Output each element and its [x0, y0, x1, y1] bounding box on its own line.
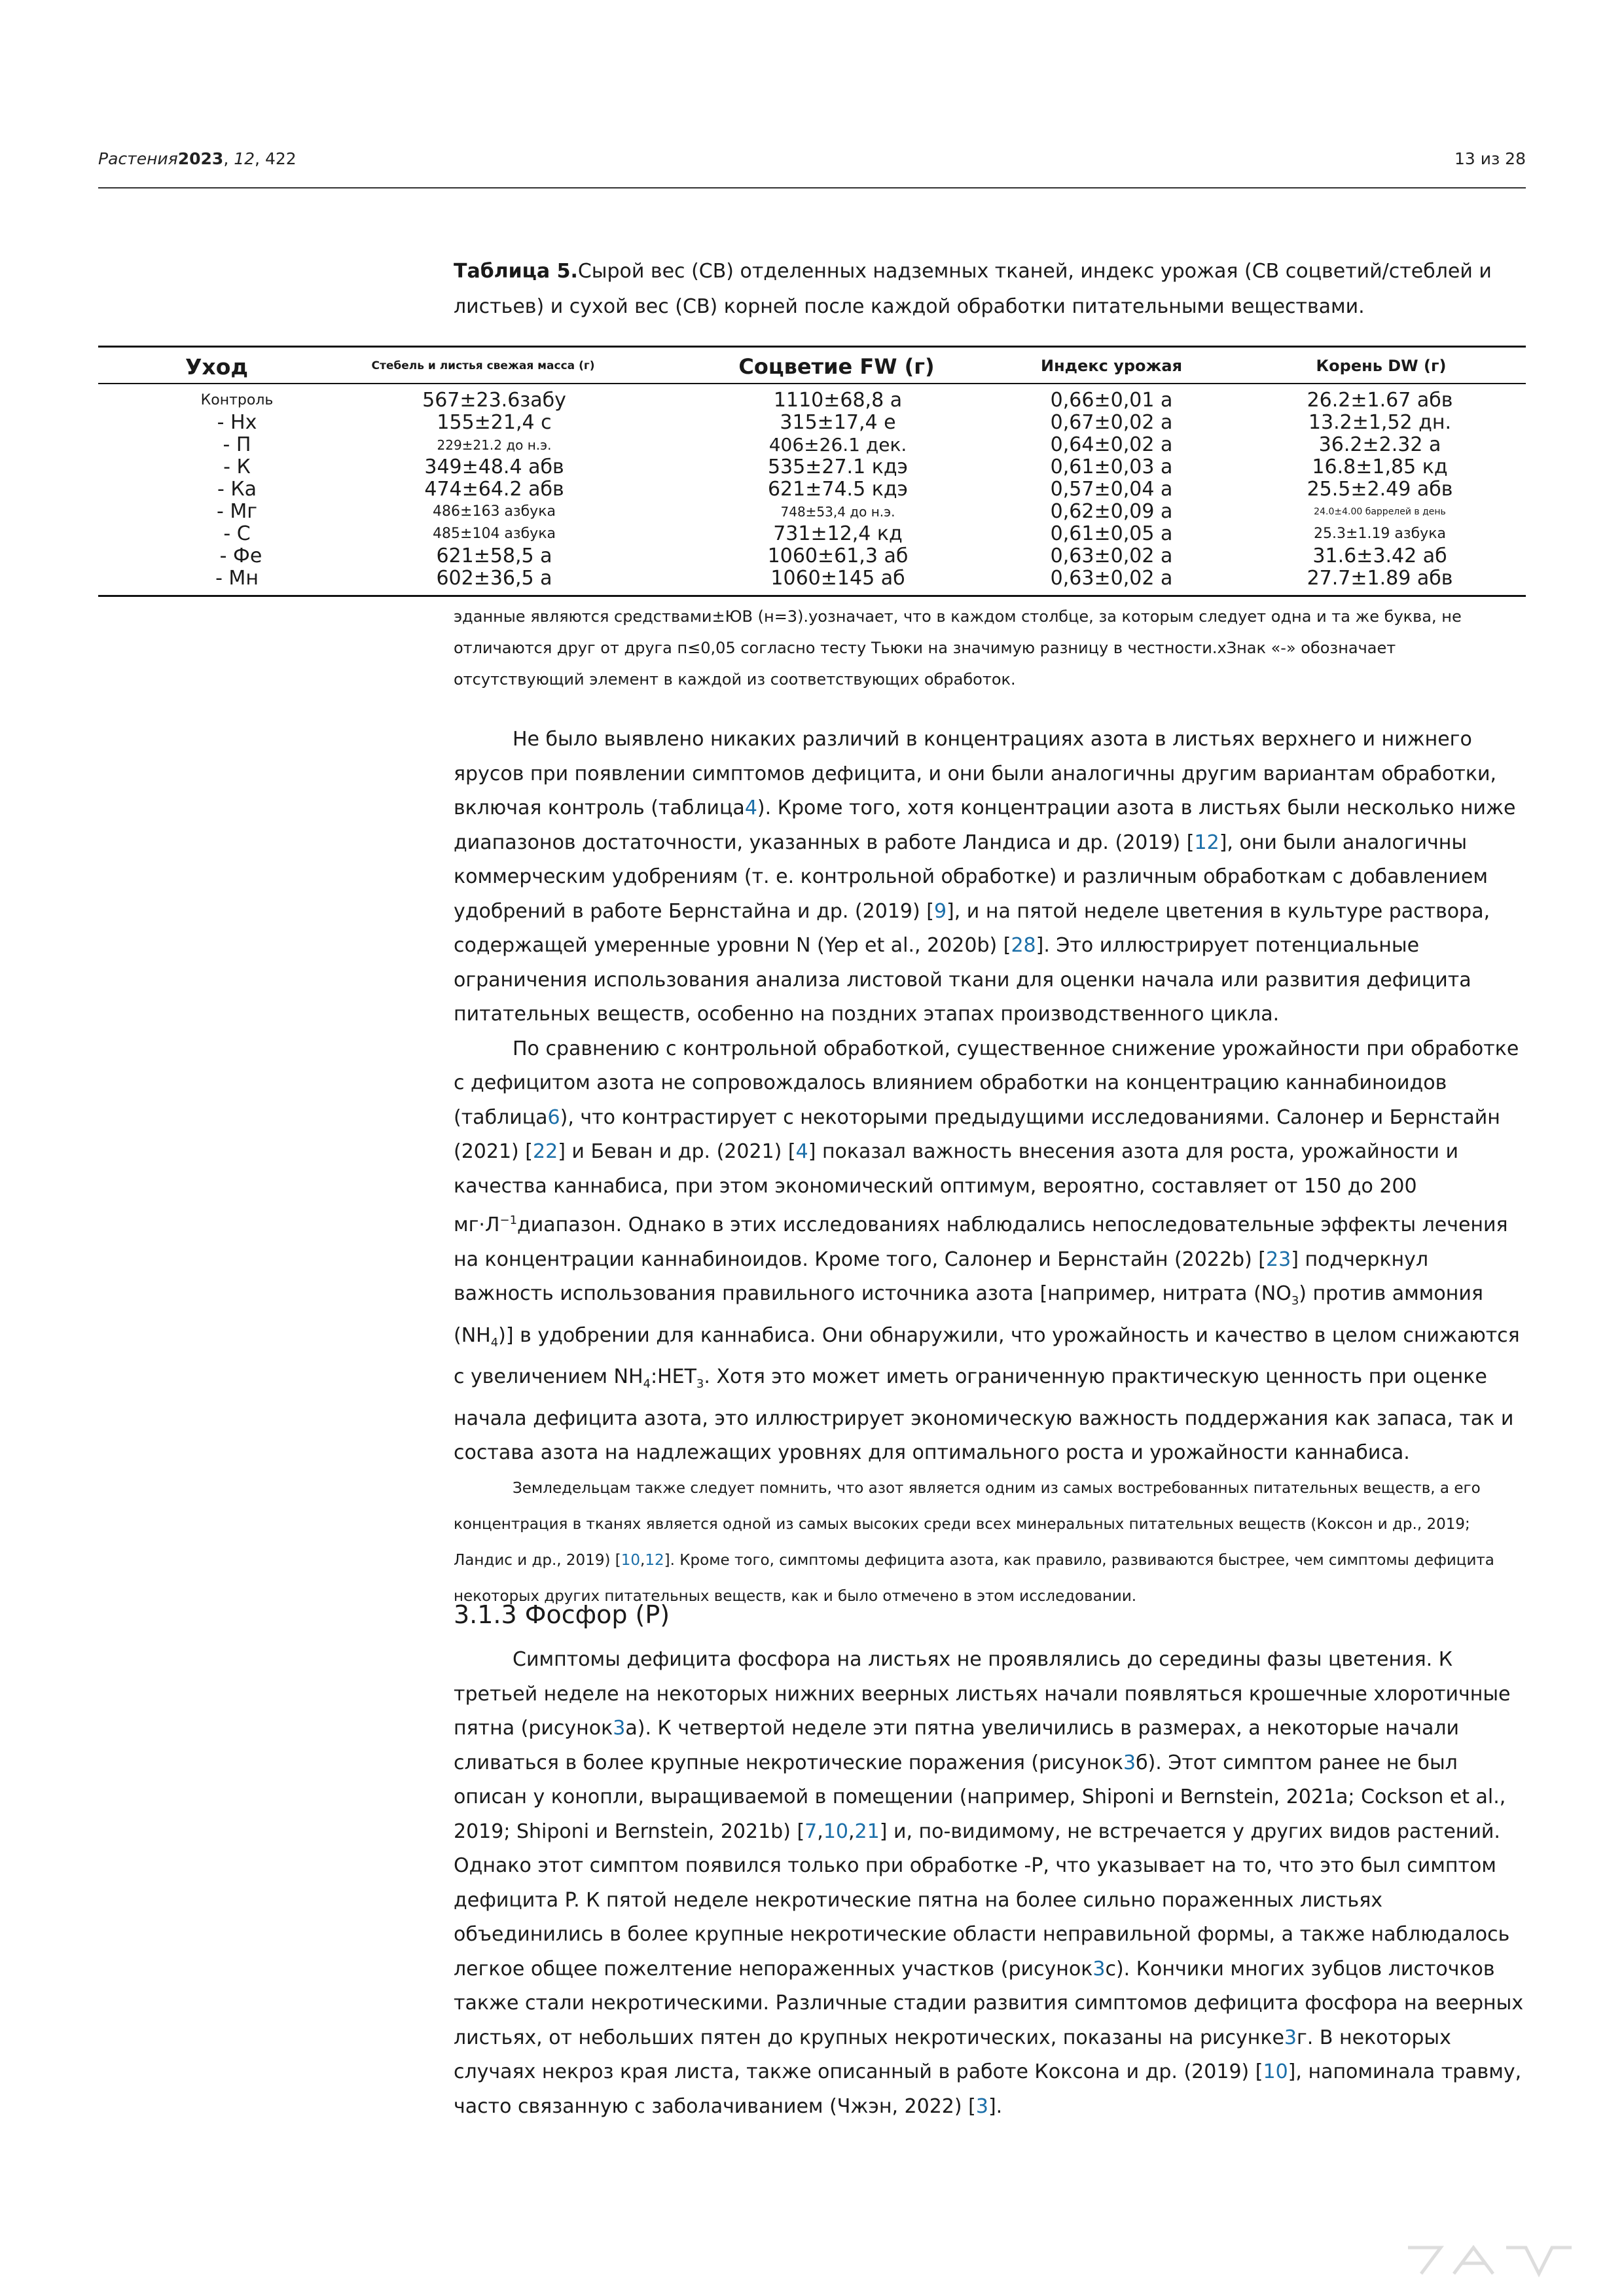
text-run: ]. [988, 2094, 1003, 2118]
figure-ref-link[interactable]: 3 [613, 1717, 626, 1740]
text-run: с). Кончики многих зубцов листочков также стали некротическими. Различные стадии развития симптомов дефицита фосфора на веерных листьях, от небольших пятен до крупных некротических, показаны на рисунке [454, 1957, 1524, 2049]
table-caption-text: Сырой вес (СВ) отделенных надземных тканей, индекс урожая (СВ соцветий/стеблей и листьев) и сухой вес (СВ) корней после каждой обработки питательными веществами. [454, 260, 1492, 318]
text-run: а). К четвертой неделе эти пятна увеличились в размерах, а некоторые начали сливаться в более крупные некротические поражения (рисунок [454, 1717, 1460, 1774]
table-caption [454, 254, 1527, 325]
table-cell: 31.6±3.42 аб [1312, 545, 1447, 567]
table-row [98, 412, 1526, 434]
text-run: ] и, по-видимому, не встречается у других видов растений. Однако этот симптом появился только при обработке -P, что указывает на то, что это был симптом дефицита P. К пятой неделе некротические пятна на более сильно пораженных листьях объединились в более крупные некротические области неправильной формы, а также наблюдалось легкое общее пожелтение непораженных участков (рисунок [454, 1820, 1510, 1981]
table-cell: - Нх [217, 411, 257, 434]
citation-link[interactable]: 12 [1194, 831, 1219, 854]
table-cell: - Мг [216, 500, 258, 523]
table-header-cell: Стебель и листья свежая масса (г) [371, 359, 595, 372]
table-header-cell: Уход [185, 354, 249, 380]
table-row [98, 545, 1526, 567]
text-run: ]. Кроме того, симптомы дефицита азота, как правило, развиваются быстрее, чем симптомы дефицита некоторых других питательных веществ, как и было отмечено в этом исследовании. [454, 1551, 1494, 1605]
table-cell: 621±58,5 а [436, 545, 552, 567]
text-run: ], напоминала травму, часто связанную с заболачиванием (Чжэн, 2022) [ [454, 2060, 1522, 2118]
table-row [98, 434, 1526, 456]
text-run: ] и Беван и др. (2021) [ [558, 1140, 796, 1163]
text-run: . Хотя это может иметь ограниченную практическую ценность при оценке начала дефицита азота, это иллюстрирует экономическую важность поддержания как запаса, так и состава азота на надлежащих уровнях для оптимального роста и урожайности каннабиса. [454, 1365, 1514, 1464]
subscript: 4 [490, 1335, 499, 1350]
table-header-cell: Соцветие FW (г) [738, 354, 935, 379]
text-run: )] в удобрении для каннабиса. Они обнаружили, что урожайность и качество в целом снижаются с увеличением NH [454, 1323, 1520, 1388]
watermark-logo-icon [1401, 2241, 1598, 2280]
text-run: ] подчеркнул важность использования правильного источника азота [например, нитрата (NO [454, 1247, 1429, 1305]
table-cell: 567±23.6забу [422, 389, 566, 412]
table-cell: 13.2±1,52 дн. [1308, 411, 1452, 434]
table-cell: 602±36,5 а [436, 567, 552, 590]
page-number: 13 из 28 [1454, 149, 1526, 168]
table-cell: 0,63±0,02 а [1050, 567, 1173, 590]
table-cell: 474±64.2 абв [424, 478, 564, 501]
table-cell: 0,61±0,05 а [1050, 522, 1173, 545]
citation-link[interactable]: 4 [795, 1140, 808, 1163]
journal-name: Растения [98, 149, 178, 168]
citation-link[interactable]: 12 [645, 1551, 664, 1569]
table-cell: 1110±68,8 а [773, 389, 903, 412]
table-row [98, 478, 1526, 501]
table-ref-link[interactable]: 6 [547, 1105, 560, 1129]
text-run: Не было выявлено никаких различий в концентрациях азота в листьях верхнего и нижнего ярусов при появлении симптомов дефицита, и они были аналогичны другим вариантам обработки, включая контроль (таблица [454, 728, 1497, 819]
table-row [98, 567, 1526, 590]
watermark [1401, 2241, 1598, 2283]
table-header-cell: Корень DW (г) [1316, 357, 1447, 375]
subscript: 3 [696, 1377, 704, 1391]
table-row [98, 501, 1526, 523]
table-row [98, 523, 1526, 545]
table-cell: 16.8±1,85 кд [1312, 456, 1448, 478]
section-heading: 3.1.3 Фосфор (P) [454, 1600, 670, 1629]
table-cell: 25.5±2.49 абв [1307, 478, 1453, 501]
text-run: , [848, 1820, 855, 1843]
table-cell: 0,57±0,04 а [1050, 478, 1173, 501]
citation-link[interactable]: 10 [823, 1820, 848, 1843]
table-cell: 406±26.1 дек. [768, 434, 907, 456]
table-cell: 0,62±0,09 а [1050, 500, 1173, 523]
table-cell: 315±17,4 е [780, 411, 896, 434]
body-text-block-1 [454, 723, 1527, 1615]
table-cell: 36.2±2.32 а [1318, 433, 1441, 456]
table-cell: 25.3±1.19 азбука [1314, 526, 1446, 542]
table-cell: 0,63±0,02 а [1050, 545, 1173, 567]
table-cell: 0,66±0,01 а [1050, 389, 1173, 412]
table-cell: 0,61±0,03 а [1050, 456, 1173, 478]
table-cell: 24.0±4.00 баррелей в день [1314, 507, 1446, 517]
table-row [98, 389, 1526, 412]
table-cell: - К [223, 456, 251, 478]
table-cell: 1060±145 аб [770, 567, 905, 590]
paragraph [454, 723, 1527, 1032]
text-run: ). Кроме того, хотя концентрации азота в листьях были несколько ниже диапазонов достаточности, указанных в работе Ландиса и др. (2019) [ [454, 797, 1516, 854]
citation-link[interactable]: 22 [533, 1140, 558, 1163]
table-cell: 26.2±1.67 абв [1307, 389, 1453, 412]
text-run: Симптомы дефицита фосфора на листьях не проявлялись до середины фазы цветения. К третьей неделе на некоторых нижних веерных листьях начали появляться крошечные хлоротичные пятна (рисунок [454, 1648, 1511, 1740]
table-body [98, 384, 1526, 595]
text-run: ]. Это иллюстрирует потенциальные ограничения использования анализа листовой ткани для оценки начала или развития дефицита питательных веществ, особенно на поздних этапах производственного цикла. [454, 934, 1471, 1026]
header-rule [98, 187, 1526, 188]
text-run: ], и на пятой неделе цветения в культуре раствора, содержащей умеренные уровни N (Yep et al., 2020b) [ [454, 899, 1490, 957]
article-number: 422 [264, 149, 297, 168]
table-bottom-rule [98, 595, 1526, 597]
citation-link[interactable]: 28 [1011, 934, 1036, 957]
table-cell: 1060±61,3 аб [767, 545, 909, 567]
citation-link[interactable]: 10 [621, 1551, 640, 1569]
data-table [98, 346, 1526, 597]
table-cell: 349±48.4 абв [424, 456, 564, 478]
table-header-cell: Индекс урожая [1041, 357, 1182, 375]
table-cell: Контроль [200, 392, 274, 408]
citation-link[interactable]: 3 [975, 2094, 988, 2118]
paragraph [454, 1032, 1527, 1471]
table-header-row [98, 348, 1526, 383]
paragraph [454, 1643, 1527, 2124]
text-run: г. В некоторых случаях некроз края листа, также описанный в работе Коксона и др. (2019) [ [454, 2026, 1451, 2083]
table-caption-label: Таблица 5. [454, 260, 578, 283]
table-cell: 621±74.5 кдэ [767, 478, 909, 501]
table-cell: 485±104 азбука [433, 526, 556, 542]
text-run: Земледельцам также следует помнить, что азот является одним из самых востребованных питательных веществ, а его концентрация в тканях является одной из самых высоких среди всех минеральных питательных веществ (Коксон и др., 2019; Ландис и др., 2019) [ [454, 1479, 1481, 1569]
citation-link[interactable]: 23 [1266, 1247, 1291, 1271]
table-cell: 748±53,4 до н.э. [780, 504, 895, 520]
figure-ref-link[interactable]: 3 [1092, 1957, 1106, 1981]
table-cell: - Ка [217, 478, 257, 501]
body-text-block-2 [454, 1643, 1527, 2124]
table-footnote: эданные являются средствами±ЮВ (н=3).уозначает, что в каждом столбце, за которым следует одна и та же буква, не отличаются друг от друга п≤0,05 согласно тесту Тьюки на значимую разницу в честности.хЗнак «-» обозначает отсутствующий элемент в каждой из соответствующих обработок. [454, 607, 1462, 689]
text-run: По сравнению с контрольной обработкой, существенное снижение урожайности при обработке с дефицитом азота не сопровождалось влиянием обработки на концентрацию каннабиноидов (таблица [454, 1037, 1519, 1129]
text-run: ) против аммония (NH [454, 1282, 1483, 1347]
figure-ref-link[interactable]: 3 [1284, 2026, 1297, 2049]
table-cell: 535±27.1 кдэ [767, 456, 909, 478]
text-run: , [817, 1820, 823, 1843]
table-cell: 486±163 азбука [433, 503, 556, 520]
journal-year: 2023 [177, 149, 224, 168]
table-cell: 731±12,4 кд [773, 522, 903, 545]
text-run: б). Этот симптом ранее не был описан у конопли, выращиваемой в помещении (например, Shiponi и Bernstein, 2021a; Cockson et al., 2019; Shiponi и Bernstein, 2021b) [ [454, 1751, 1506, 1843]
citation-link[interactable]: 21 [854, 1820, 880, 1843]
text-run: , [640, 1551, 645, 1569]
text-run: диапазон. Однако в этих исследованиях наблюдались непоследовательные эффекты лечения на концентрации каннабиноидов. Кроме того, Салонер и Бернстайн (2022b) [ [454, 1213, 1508, 1271]
citation-link[interactable]: 10 [1263, 2060, 1288, 2083]
text-run: :НЕТ [650, 1365, 696, 1388]
citation-link[interactable]: 9 [933, 899, 947, 923]
subscript: 3 [1291, 1294, 1299, 1308]
paragraph [454, 1471, 1527, 1615]
table-cell: 0,67±0,02 а [1050, 411, 1173, 434]
journal-volume: 12 [234, 149, 255, 168]
table-cell: - П [223, 433, 251, 456]
table-cell: - Фе [219, 545, 262, 567]
superscript: −1 [499, 1213, 518, 1227]
figure-ref-link[interactable]: 3 [1123, 1751, 1136, 1774]
text-run: ), что контрастирует с некоторыми предыдущими исследованиями. Салонер и Бернстайн (2021) [ [454, 1105, 1500, 1163]
table-cell: 229±21.2 до н.э. [437, 437, 552, 453]
text-run: ] показал важность внесения азота для роста, урожайности и качества каннабиса, при этом экономический оптимум, вероятно, составляет от 150 до 200 мг·Л [454, 1140, 1459, 1236]
text-run: ], они были аналогичны коммерческим удобрениям (т. е. контрольной обработке) и различным обработкам с добавлением удобрений в работе Бернстайна и др. (2019) [ [454, 831, 1488, 923]
subscript: 4 [643, 1377, 651, 1391]
table-cell: 27.7±1.89 абв [1307, 567, 1453, 590]
table-ref-link[interactable]: 4 [744, 797, 757, 819]
page-header: Растения2023, 12, 422 13 из 28 [98, 149, 1526, 168]
table-cell: - С [223, 522, 251, 545]
table-cell: 155±21,4 с [437, 411, 552, 434]
citation-link[interactable]: 7 [804, 1820, 818, 1843]
table-row [98, 456, 1526, 478]
table-cell: - Мн [215, 567, 259, 590]
table-cell: 0,64±0,02 а [1050, 433, 1173, 456]
